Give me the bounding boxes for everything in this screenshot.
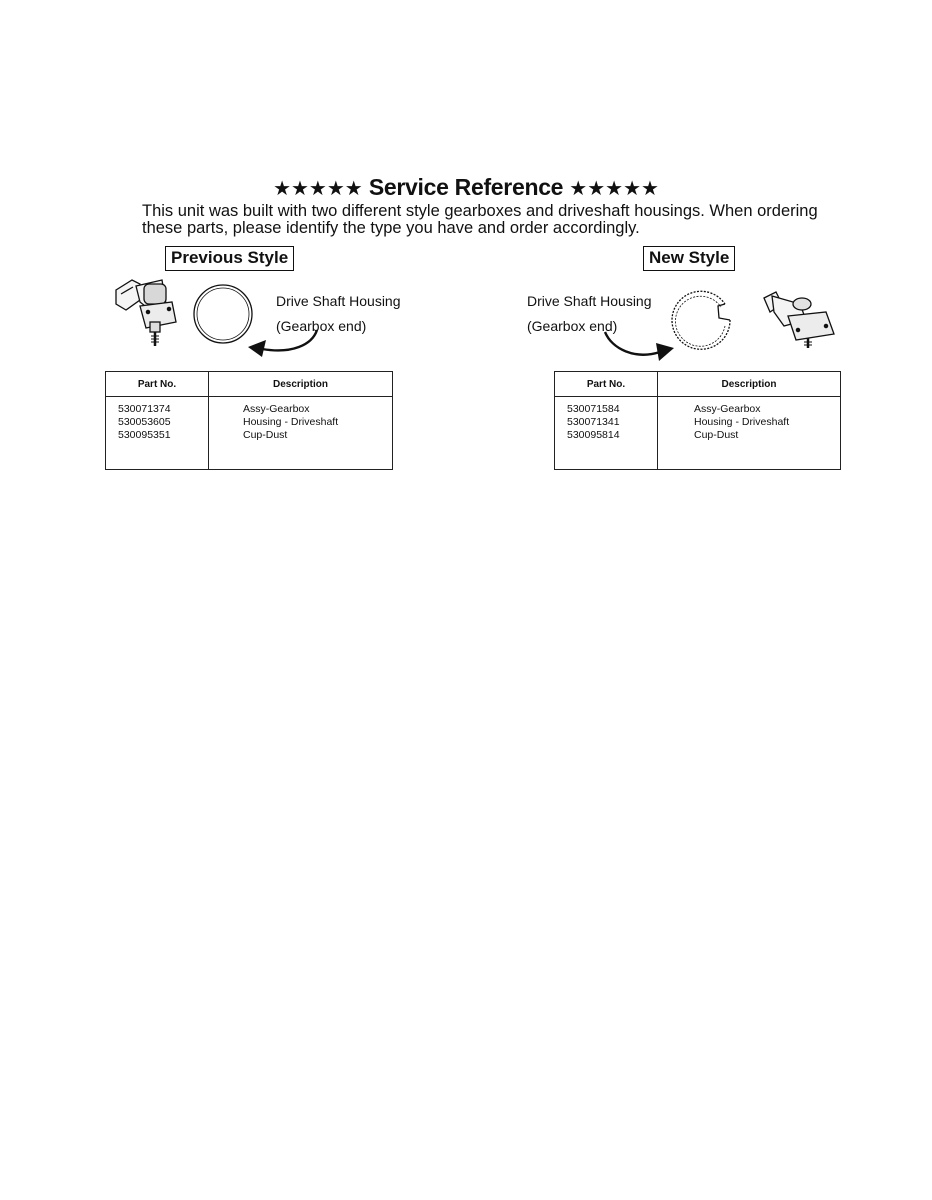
previous-part-no: 530071374 (118, 403, 171, 415)
previous-description-header: Description (209, 372, 393, 397)
previous-callout-line2: (Gearbox end) (276, 318, 367, 334)
previous-driveshaft-ring (194, 285, 252, 343)
previous-callout-line1: Drive Shaft Housing (276, 293, 401, 309)
previous-parts-table (105, 371, 393, 470)
new-arrow (605, 332, 674, 361)
previous-arrow (248, 330, 317, 357)
previous-part-no: 530053605 (118, 416, 171, 428)
new-callout-line2: (Gearbox end) (527, 318, 618, 334)
previous-part-no: 530095351 (118, 429, 171, 441)
previous-description: Assy-Gearbox (243, 403, 310, 415)
intro-paragraph: This unit was built with two different style gearboxes and driveshaft housings. When ordering these parts, please identify the type you have and order accordingly. (142, 202, 818, 237)
new-part-no: 530071341 (567, 416, 620, 428)
new-part-no-header: Part No. (555, 372, 658, 397)
previous-description: Housing - Driveshaft (243, 416, 339, 428)
new-description: Cup-Dust (694, 429, 739, 441)
new-style-label: New Style (643, 246, 735, 271)
new-part-no: 530095814 (567, 429, 620, 441)
previous-style-label: Previous Style (165, 246, 294, 271)
new-description: Housing - Driveshaft (694, 416, 790, 428)
previous-description: Cup-Dust (243, 429, 288, 441)
previous-part-no-cell (106, 397, 209, 470)
new-description: Assy-Gearbox (694, 403, 761, 415)
new-driveshaft-ring (672, 291, 730, 349)
new-description-header: Description (658, 372, 841, 397)
previous-description-cell (209, 397, 393, 470)
new-parts-table (554, 371, 841, 470)
previous-gearbox-illustration (116, 280, 176, 346)
title-stars-left: ★★★★★ (273, 178, 363, 200)
title-stars-right: ★★★★★ (569, 178, 659, 200)
new-description-cell (658, 397, 841, 470)
new-gearbox-illustration (764, 292, 834, 348)
title-text: Service Reference (368, 174, 564, 200)
new-part-no-cell (555, 397, 658, 470)
new-part-no: 530071584 (567, 403, 620, 415)
previous-part-no-header: Part No. (106, 372, 209, 397)
new-callout-line1: Drive Shaft Housing (527, 293, 652, 309)
